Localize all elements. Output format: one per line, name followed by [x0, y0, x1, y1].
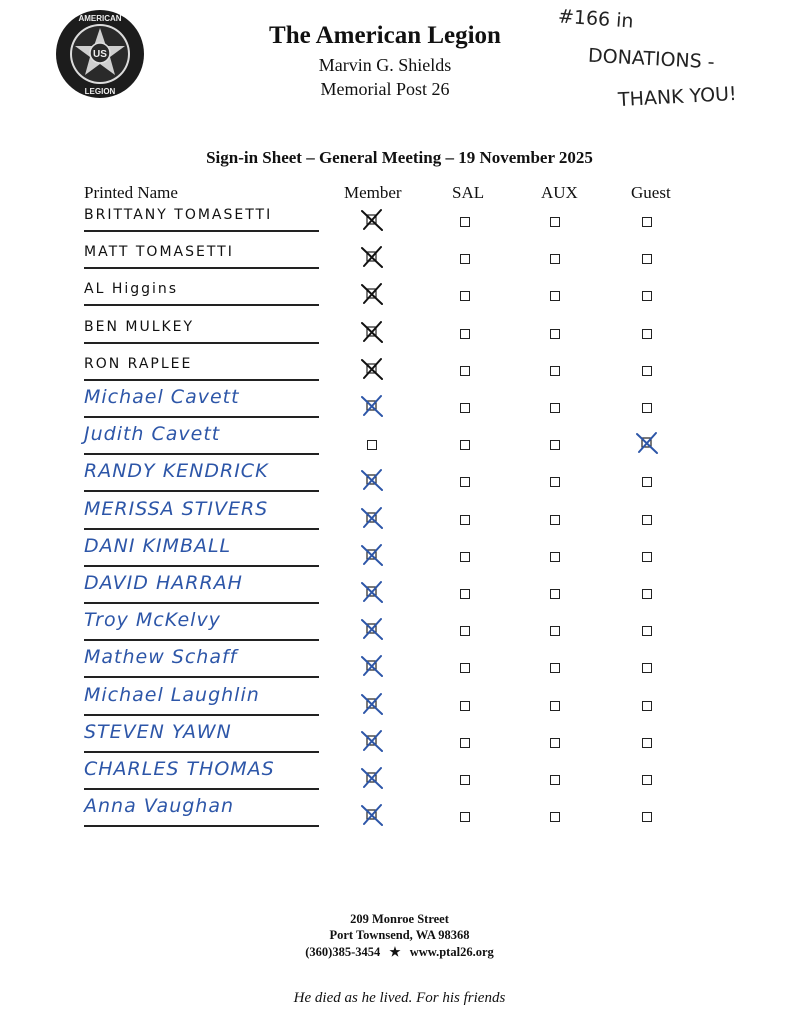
checkbox-member-checked[interactable]	[357, 729, 387, 753]
svg-text:AMERICAN: AMERICAN	[78, 14, 122, 23]
american-legion-emblem-logo	[54, 8, 146, 100]
printed-name: Michael Laughlin	[84, 684, 260, 706]
table-row	[0, 343, 799, 381]
checkbox-sal[interactable]	[460, 812, 470, 822]
table-row	[0, 492, 799, 530]
printed-name: Mathew Schaff	[84, 646, 238, 668]
checkbox-sal[interactable]	[460, 477, 470, 487]
printed-name: Troy McKelvy	[84, 609, 221, 631]
footer-contact	[0, 944, 799, 960]
checkbox-guest[interactable]	[642, 329, 652, 339]
checkbox-guest[interactable]	[642, 552, 652, 562]
post-name-line1: Marvin G. Shields	[318, 55, 452, 75]
printed-name: DANI KIMBALL	[84, 535, 232, 557]
checkbox-member[interactable]	[367, 440, 377, 450]
checkbox-guest[interactable]	[642, 812, 652, 822]
checkbox-sal[interactable]	[460, 440, 470, 450]
checkbox-aux[interactable]	[550, 812, 560, 822]
checkbox-member-checked[interactable]	[357, 543, 387, 567]
checkbox-aux[interactable]	[550, 701, 560, 711]
checkbox-aux[interactable]	[550, 775, 560, 785]
checkbox-guest[interactable]	[642, 701, 652, 711]
table-row	[0, 417, 799, 455]
column-header-sal: SAL	[452, 183, 485, 202]
checkbox-aux[interactable]	[550, 552, 560, 562]
printed-name: MERISSA STIVERS	[84, 498, 269, 520]
checkbox-aux[interactable]	[550, 440, 560, 450]
checkbox-sal[interactable]	[460, 254, 470, 264]
printed-name: BRITTANY TOMASETTI	[84, 207, 273, 223]
checkbox-member-checked[interactable]	[357, 468, 387, 492]
table-row	[0, 529, 799, 567]
checkbox-aux[interactable]	[550, 515, 560, 525]
printed-name: Anna Vaughan	[84, 795, 235, 817]
checkbox-sal[interactable]	[460, 663, 470, 673]
checkbox-member-checked[interactable]	[357, 692, 387, 716]
checkbox-sal[interactable]	[460, 589, 470, 599]
checkbox-guest[interactable]	[642, 775, 652, 785]
checkbox-member-checked[interactable]	[357, 245, 387, 269]
table-row	[0, 231, 799, 269]
checkbox-sal[interactable]	[460, 329, 470, 339]
column-header-guest: Guest	[631, 183, 671, 202]
checkbox-guest[interactable]	[642, 663, 652, 673]
checkbox-guest[interactable]	[642, 291, 652, 301]
table-row	[0, 640, 799, 678]
table-row	[0, 380, 799, 418]
footer-city: Port Townsend, WA 98368	[329, 928, 470, 942]
checkbox-guest[interactable]	[642, 738, 652, 748]
footer-phone: (360)385-3454	[305, 945, 381, 959]
handwritten-note-line1: #166 in	[557, 5, 635, 33]
checkbox-guest-checked[interactable]	[632, 431, 662, 455]
printed-name: MATT TOMASETTI	[84, 244, 234, 260]
checkbox-sal[interactable]	[460, 515, 470, 525]
checkbox-member-checked[interactable]	[357, 617, 387, 641]
checkbox-guest[interactable]	[642, 366, 652, 376]
table-row	[0, 194, 799, 232]
printed-name: BEN MULKEY	[84, 319, 195, 335]
checkbox-sal[interactable]	[460, 701, 470, 711]
svg-text:LEGION: LEGION	[84, 87, 116, 96]
checkbox-sal[interactable]	[460, 775, 470, 785]
printed-name: AL Higgins	[84, 281, 179, 297]
checkbox-sal[interactable]	[460, 403, 470, 413]
handwritten-note-line3: THANK YOU!	[617, 82, 738, 112]
printed-name: Michael Cavett	[84, 386, 240, 408]
checkbox-aux[interactable]	[550, 366, 560, 376]
checkbox-guest[interactable]	[642, 254, 652, 264]
star-icon: ★	[389, 945, 401, 959]
checkbox-member-checked[interactable]	[357, 320, 387, 344]
checkbox-guest[interactable]	[642, 217, 652, 227]
checkbox-guest[interactable]	[642, 477, 652, 487]
table-row	[0, 715, 799, 753]
checkbox-aux[interactable]	[550, 217, 560, 227]
checkbox-sal[interactable]	[460, 552, 470, 562]
footer-website: www.ptal26.org	[409, 945, 494, 959]
name-underline	[84, 825, 319, 827]
table-row	[0, 678, 799, 716]
checkbox-member-checked[interactable]	[357, 394, 387, 418]
table-row	[0, 454, 799, 492]
checkbox-guest[interactable]	[642, 589, 652, 599]
column-header-aux: AUX	[541, 183, 578, 202]
checkbox-member-checked[interactable]	[357, 766, 387, 790]
checkbox-aux[interactable]	[550, 329, 560, 339]
checkbox-guest[interactable]	[642, 626, 652, 636]
checkbox-sal[interactable]	[460, 366, 470, 376]
table-row	[0, 603, 799, 641]
checkbox-aux[interactable]	[550, 738, 560, 748]
table-row	[0, 566, 799, 604]
printed-name: CHARLES THOMAS	[84, 758, 275, 780]
checkbox-aux[interactable]	[550, 403, 560, 413]
printed-name: STEVEN YAWN	[84, 721, 232, 743]
checkbox-sal[interactable]	[460, 291, 470, 301]
checkbox-member-checked[interactable]	[357, 506, 387, 530]
post-name-line2: Memorial Post 26	[320, 79, 450, 99]
checkbox-member-checked[interactable]	[357, 580, 387, 604]
checkbox-member-checked[interactable]	[357, 654, 387, 678]
checkbox-sal[interactable]	[460, 217, 470, 227]
footer-street: 209 Monroe Street	[350, 912, 449, 926]
table-row	[0, 789, 799, 827]
org-title: The American Legion	[269, 22, 501, 49]
table-row	[0, 752, 799, 790]
checkbox-aux[interactable]	[550, 477, 560, 487]
checkbox-aux[interactable]	[550, 589, 560, 599]
motto: He died as he lived. For his friends	[293, 990, 506, 1006]
table-row	[0, 268, 799, 306]
printed-name: RON RAPLEE	[84, 356, 193, 372]
column-header-printed-name: Printed Name	[84, 183, 178, 202]
handwritten-note-line2: DONATIONS -	[587, 44, 716, 74]
checkbox-member-checked[interactable]	[357, 357, 387, 381]
checkbox-member-checked[interactable]	[357, 803, 387, 827]
printed-name: RANDY KENDRICK	[84, 460, 269, 482]
printed-name: DAVID HARRAH	[84, 572, 243, 594]
column-header-member: Member	[344, 183, 402, 202]
checkbox-aux[interactable]	[550, 626, 560, 636]
svg-text:US: US	[93, 49, 107, 60]
checkbox-sal[interactable]	[460, 626, 470, 636]
checkbox-aux[interactable]	[550, 291, 560, 301]
printed-name: Judith Cavett	[84, 423, 221, 445]
checkbox-aux[interactable]	[550, 663, 560, 673]
table-row	[0, 306, 799, 344]
checkbox-aux[interactable]	[550, 254, 560, 264]
checkbox-member-checked[interactable]	[357, 208, 387, 232]
sheet-title: Sign-in Sheet – General Meeting – 19 November 2025	[206, 148, 593, 167]
checkbox-member-checked[interactable]	[357, 282, 387, 306]
checkbox-sal[interactable]	[460, 738, 470, 748]
checkbox-guest[interactable]	[642, 515, 652, 525]
checkbox-guest[interactable]	[642, 403, 652, 413]
